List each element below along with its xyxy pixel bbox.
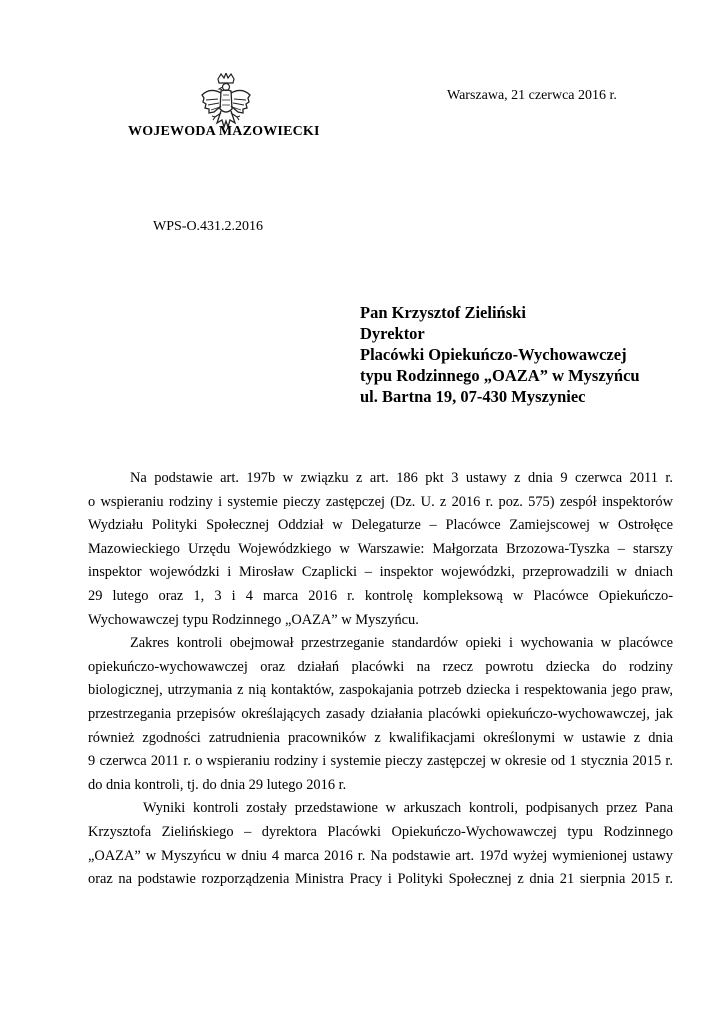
paragraph-line: Zakres kontroli obejmował przestrzeganie standardów opieki i wychowania w placówce [130, 635, 673, 652]
paragraph-line: 9 czerwca 2011 r. o wspieraniu rodziny i systemie pieczy zastępczej w okresie od 1 stycznia 2015 r. [88, 753, 673, 770]
paragraph-line: do dnia kontroli, tj. do dnia 29 lutego 2016 r. [88, 776, 347, 793]
paragraph-line: biologicznej, utrzymania z nią kontaktów, zaspokajania potrzeb dziecka i respektowania jego praw, [88, 682, 673, 699]
paragraph-line: Wyniki kontroli zostały przedstawione w arkuszach kontroli, podpisanych przez Pana [143, 800, 673, 817]
paragraph-line: opiekuńczo-wychowawczej oraz działań placówki na rzecz powrotu dziecka do rodziny [88, 658, 673, 675]
addressee-name: Pan Krzysztof Zieliński [360, 303, 526, 322]
letter-body [88, 467, 673, 892]
paragraph-line: Mazowieckiego Urzędu Wojewódzkiego w Warszawie: Małgorzata Brzozowa-Tyszka – starszy [88, 540, 673, 557]
paragraph-line: Wydziału Polityki Społecznej Oddział w Delegaturze – Placówce Zamiejscowej w Ostrołęce [88, 517, 673, 534]
authority-name: WOJEWODA MAZOWIECKI [128, 124, 320, 139]
paragraph-2 [88, 632, 673, 797]
paragraph-line: przestrzegania przepisów określających zasady działania placówki opiekuńczo-wychowawczej, jak [88, 705, 673, 722]
addressee-institution-type: typu Rodzinnego „OAZA” w Myszyńcu [360, 366, 640, 385]
paragraph-1 [88, 467, 673, 632]
paragraph-3 [88, 797, 673, 891]
addressee-title: Dyrektor [360, 324, 425, 343]
paragraph-line: oraz na podstawie rozporządzenia Ministra Pracy i Polityki Społecznej z dnia 21 sierpnia 2015 r. [88, 871, 673, 888]
paragraph-line: „OAZA” w Myszyńcu w dniu 4 marca 2016 r. Na podstawie art. 197d wyżej wymienionej ustawy [88, 847, 673, 864]
case-number: WPS-O.431.2.2016 [153, 219, 264, 234]
paragraph-line: Krzysztofa Zielińskiego – dyrektora Placówki Opiekuńczo-Wychowawczej typu Rodzinnego [88, 823, 673, 840]
addressee-address: ul. Bartna 19, 07-430 Myszyniec [360, 387, 586, 406]
addressee-block [360, 302, 640, 407]
paragraph-line: o wspieraniu rodziny i systemie pieczy zastępczej (Dz. U. z 2016 r. poz. 575) zespół inspektorów [88, 493, 673, 510]
paragraph-line: Na podstawie art. 197b w związku z art. 186 pkt 3 ustawy z dnia 9 czerwca 2011 r. [130, 470, 673, 486]
place-date: Warszawa, 21 czerwca 2016 r. [447, 88, 617, 103]
paragraph-line: 29 lutego oraz 1, 3 i 4 marca 2016 r. kontrolę kompleksową w Placówce Opiekuńczo- [88, 587, 673, 604]
paragraph-line: Wychowawczej typu Rodzinnego „OAZA” w Myszyńcu. [88, 611, 419, 628]
paragraph-line: również zgodności zatrudnienia pracowników z kwalifikacjami określonymi w ustawie z dnia [88, 729, 673, 746]
addressee-institution: Placówki Opiekuńczo-Wychowawczej [360, 345, 627, 364]
paragraph-line: inspektor wojewódzki i Mirosław Czaplicki – inspektor wojewódzki, przeprowadzili w dniach [88, 564, 673, 581]
